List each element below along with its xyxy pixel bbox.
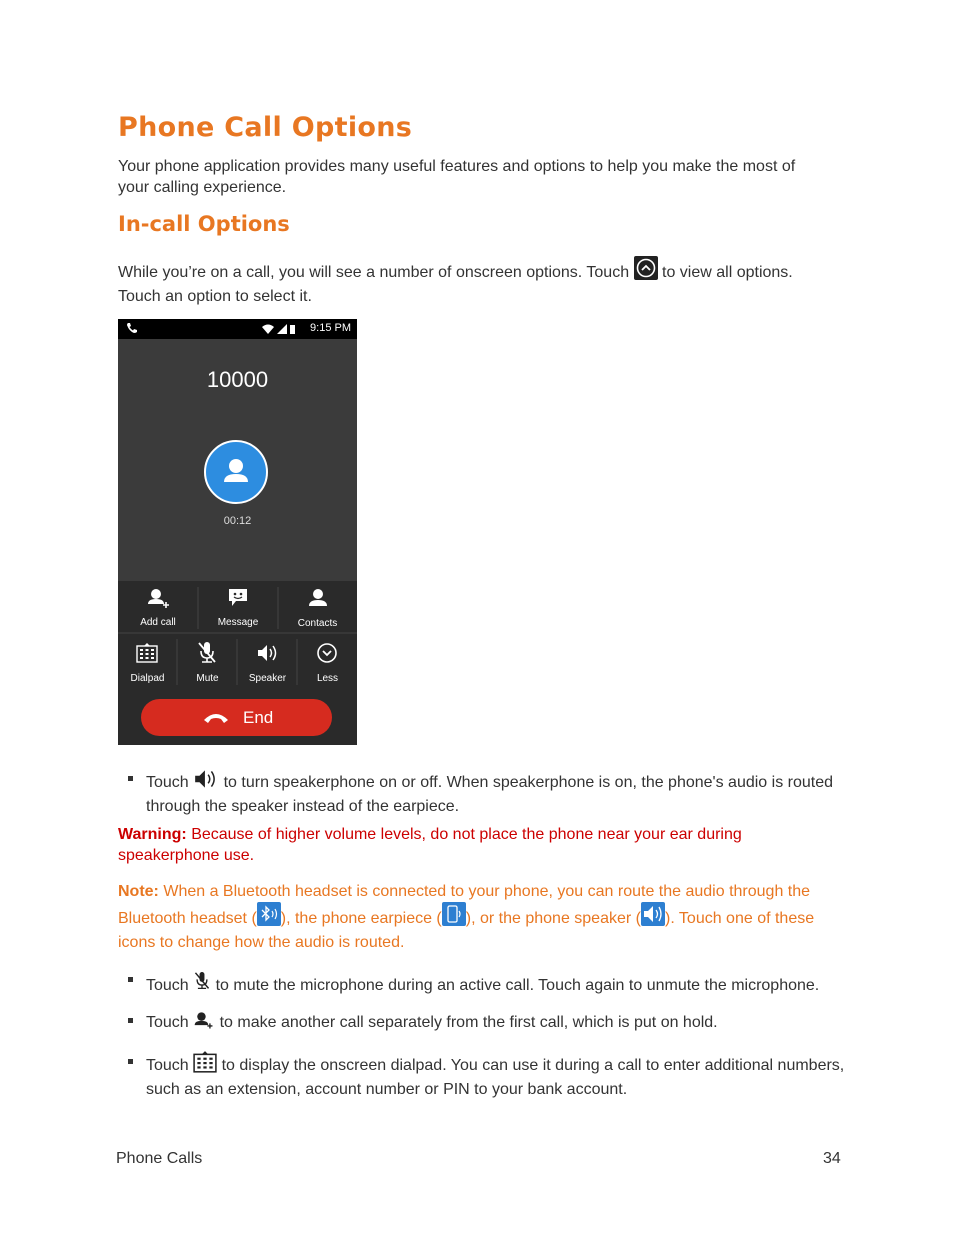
mute-label: Mute	[196, 673, 219, 684]
warning-paragraph	[118, 824, 818, 866]
footer-page-number: 34	[823, 1150, 841, 1167]
mute-bullet-text-b: to mute the microphone during an active call. Touch again to unmute the microphone.	[215, 977, 820, 994]
dialpad-label: Dialpad	[130, 673, 165, 684]
add-call-bullet-text-b: to make another call separately from the first call, which is put on hold.	[219, 1014, 718, 1031]
contacts-icon	[307, 587, 329, 609]
mute-bullet-text-a: Touch	[146, 977, 189, 994]
dialpad-icon	[193, 1051, 217, 1079]
add-call-bullet-text	[146, 1010, 846, 1036]
message-button[interactable]	[198, 581, 278, 633]
speaker-icon	[193, 768, 219, 796]
dialpad-button[interactable]	[118, 634, 177, 689]
call-duration: 00:12	[223, 515, 252, 527]
caller-number: 10000	[206, 367, 269, 392]
phone-speaker-icon	[641, 902, 665, 932]
hang-up-icon	[203, 711, 229, 725]
dialpad-bullet-text-b: to display the onscreen dialpad. You can use it during a call to enter additional numbers, such as an extension, account number or PIN to your bank account.	[146, 1057, 845, 1098]
contacts-label: Contacts	[297, 618, 338, 629]
mute-bullet-text	[146, 969, 846, 999]
warning-label: Warning:	[118, 826, 187, 843]
signal-battery-icon	[261, 323, 303, 338]
speaker-button[interactable]	[238, 634, 297, 689]
bullet-marker	[128, 1059, 133, 1064]
dialpad-bullet-text-a: Touch	[146, 1057, 189, 1074]
in-call-paragraph	[118, 256, 838, 307]
collapse-options-icon	[316, 642, 338, 664]
note-paragraph	[118, 881, 848, 953]
contacts-button[interactable]	[278, 581, 357, 633]
end-call-bar	[118, 691, 357, 745]
add-call-icon	[193, 1010, 215, 1036]
caller-avatar	[204, 440, 268, 504]
status-time: 9:15 PM	[310, 322, 351, 334]
bluetooth-audio-icon	[257, 902, 281, 932]
note-text-a: When a Bluetooth headset is connected to your phone, you can route the audio through the Bluetooth headset (	[118, 883, 811, 927]
end-call-button[interactable]	[141, 699, 332, 736]
add-call-icon	[146, 587, 172, 609]
speaker-icon	[256, 643, 280, 663]
add-call-bullet-text-a: Touch	[146, 1014, 189, 1031]
less-button[interactable]	[298, 634, 357, 689]
message-icon	[227, 588, 249, 608]
dialpad-icon	[136, 643, 158, 663]
intro-paragraph: Your phone application provides many useful features and options to help you make the most of your calling experience.	[118, 158, 796, 196]
bullet-marker	[128, 776, 133, 781]
footer-section: Phone Calls	[116, 1150, 203, 1167]
note-text-b: ), the phone earpiece (	[280, 910, 442, 927]
speaker-bullet-text	[146, 768, 846, 817]
page-title: Phone Call Options	[118, 112, 413, 143]
speaker-label: Speaker	[248, 673, 287, 684]
phone-call-icon	[126, 322, 138, 337]
less-label: Less	[316, 673, 339, 684]
end-call-label: End	[243, 708, 274, 727]
call-options-grid	[118, 581, 357, 691]
earpiece-icon	[442, 902, 466, 932]
add-call-label: Add call	[140, 617, 176, 628]
note-text-c: ), or the phone speaker (	[465, 910, 641, 927]
bullet-marker	[128, 977, 133, 982]
mute-microphone-icon	[196, 640, 218, 666]
dialpad-bullet-text	[146, 1051, 846, 1100]
in-call-text-a: While you’re on a call, you will see a number of onscreen options. Touch	[118, 264, 630, 281]
speaker-bullet-text-a: Touch	[146, 774, 189, 791]
phone-screenshot	[118, 319, 357, 745]
speaker-bullet-text-b: to turn speakerphone on or off. When speakerphone is on, the phone's audio is routed through the speaker instead of the earpiece.	[146, 774, 834, 815]
message-label: Message	[217, 617, 259, 628]
expand-options-icon	[634, 256, 658, 286]
warning-text: Because of higher volume levels, do not place the phone near your ear during speakerphone use.	[118, 826, 742, 864]
mute-microphone-icon	[193, 969, 211, 999]
status-bar	[118, 319, 357, 339]
section-heading: In-call Options	[118, 212, 290, 236]
note-label: Note:	[118, 883, 159, 900]
mute-button[interactable]	[178, 634, 237, 689]
note-text-d: ). Touch one of these icons to change how the audio is routed.	[118, 910, 815, 951]
bullet-marker	[128, 1018, 133, 1023]
in-call-text-b: to view all options. Touch an option to select it.	[118, 264, 793, 305]
add-call-button[interactable]	[118, 581, 198, 633]
